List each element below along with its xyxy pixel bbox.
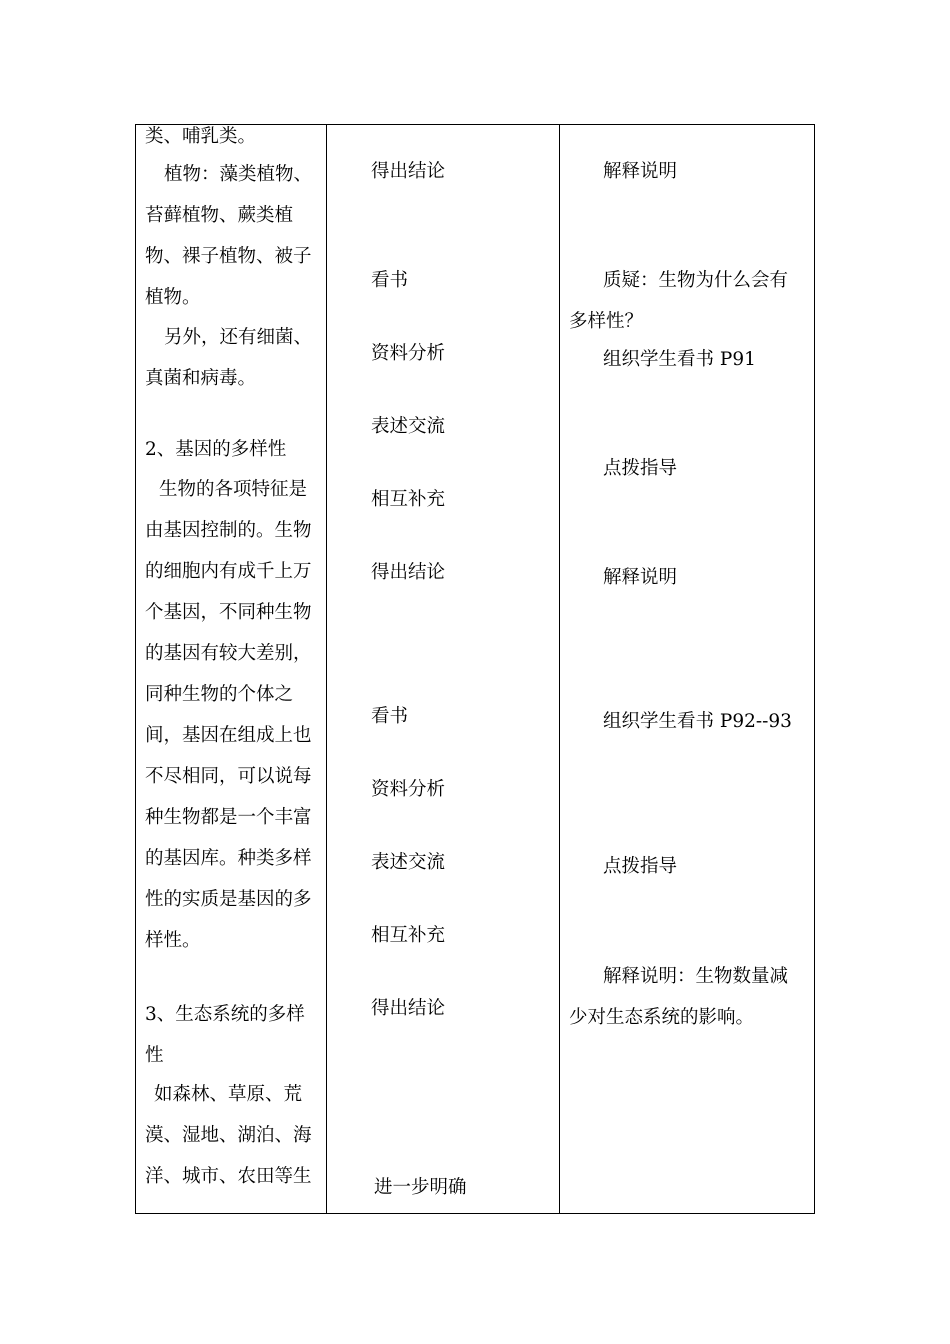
content-line: 生物的各项特征是 xyxy=(159,479,308,500)
teacher-line: 解释说明 xyxy=(603,567,678,588)
activity-line: 相互补充 xyxy=(371,925,446,946)
teacher-line: 组织学生看书 P92--93 xyxy=(603,711,792,732)
column-divider-2 xyxy=(559,125,560,1213)
content-line: 不尽相同，可以说每 xyxy=(145,766,312,787)
activity-line: 资料分析 xyxy=(371,343,446,364)
activity-line: 资料分析 xyxy=(371,779,446,800)
content-line: 苔藓植物、蕨类植 xyxy=(145,205,294,226)
activity-line: 得出结论 xyxy=(371,998,446,1019)
teacher-line: 少对生态系统的影响。 xyxy=(569,1007,755,1028)
activity-line: 表述交流 xyxy=(371,416,446,437)
activity-line: 得出结论 xyxy=(371,161,446,182)
content-line: 种生物都是一个丰富 xyxy=(145,807,312,828)
teacher-line: 组织学生看书 P91 xyxy=(603,349,756,370)
section-heading: 性 xyxy=(145,1045,164,1066)
section-heading: 2、基因的多样性 xyxy=(145,439,287,460)
content-line: 间，基因在组成上也 xyxy=(145,725,312,746)
content-line: 个基因，不同种生物 xyxy=(145,602,312,623)
teacher-line: 质疑：生物为什么会有 xyxy=(603,270,789,291)
teacher-line: 点拨指导 xyxy=(603,856,678,877)
activity-line: 得出结论 xyxy=(371,562,446,583)
teacher-line: 解释说明：生物数量减 xyxy=(603,966,789,987)
content-line: 类、哺乳类。 xyxy=(145,126,257,147)
section-heading: 3、生态系统的多样 xyxy=(145,1004,305,1025)
content-line: 同种生物的个体之 xyxy=(145,684,294,705)
content-line: 植物。 xyxy=(145,287,201,308)
content-line: 样性。 xyxy=(145,930,201,951)
activity-line: 相互补充 xyxy=(371,489,446,510)
content-line: 另外，还有细菌、 xyxy=(164,327,313,348)
teacher-line: 解释说明 xyxy=(603,161,678,182)
teacher-line: 多样性？ xyxy=(569,311,644,332)
activity-line: 看书 xyxy=(371,270,409,291)
content-line: 如森林、草原、荒 xyxy=(154,1084,303,1105)
teacher-line: 点拨指导 xyxy=(603,458,678,479)
content-line: 的基因有较大差别， xyxy=(145,643,312,664)
content-line: 由基因控制的。生物 xyxy=(145,520,312,541)
content-line: 漠、湿地、湖泊、海 xyxy=(145,1125,312,1146)
activity-line: 看书 xyxy=(371,706,409,727)
activity-line: 表述交流 xyxy=(371,852,446,873)
content-line: 性的实质是基因的多 xyxy=(145,889,312,910)
content-line: 真菌和病毒。 xyxy=(145,368,257,389)
content-line: 的基因库。种类多样 xyxy=(145,848,312,869)
column-divider-1 xyxy=(326,125,327,1213)
content-line: 植物：藻类植物、 xyxy=(164,164,313,185)
activity-line: 进一步明确 xyxy=(374,1177,467,1198)
content-line: 洋、城市、农田等生 xyxy=(145,1166,312,1187)
content-line: 的细胞内有成千上万 xyxy=(145,561,312,582)
content-line: 物、裸子植物、被子 xyxy=(145,246,312,267)
